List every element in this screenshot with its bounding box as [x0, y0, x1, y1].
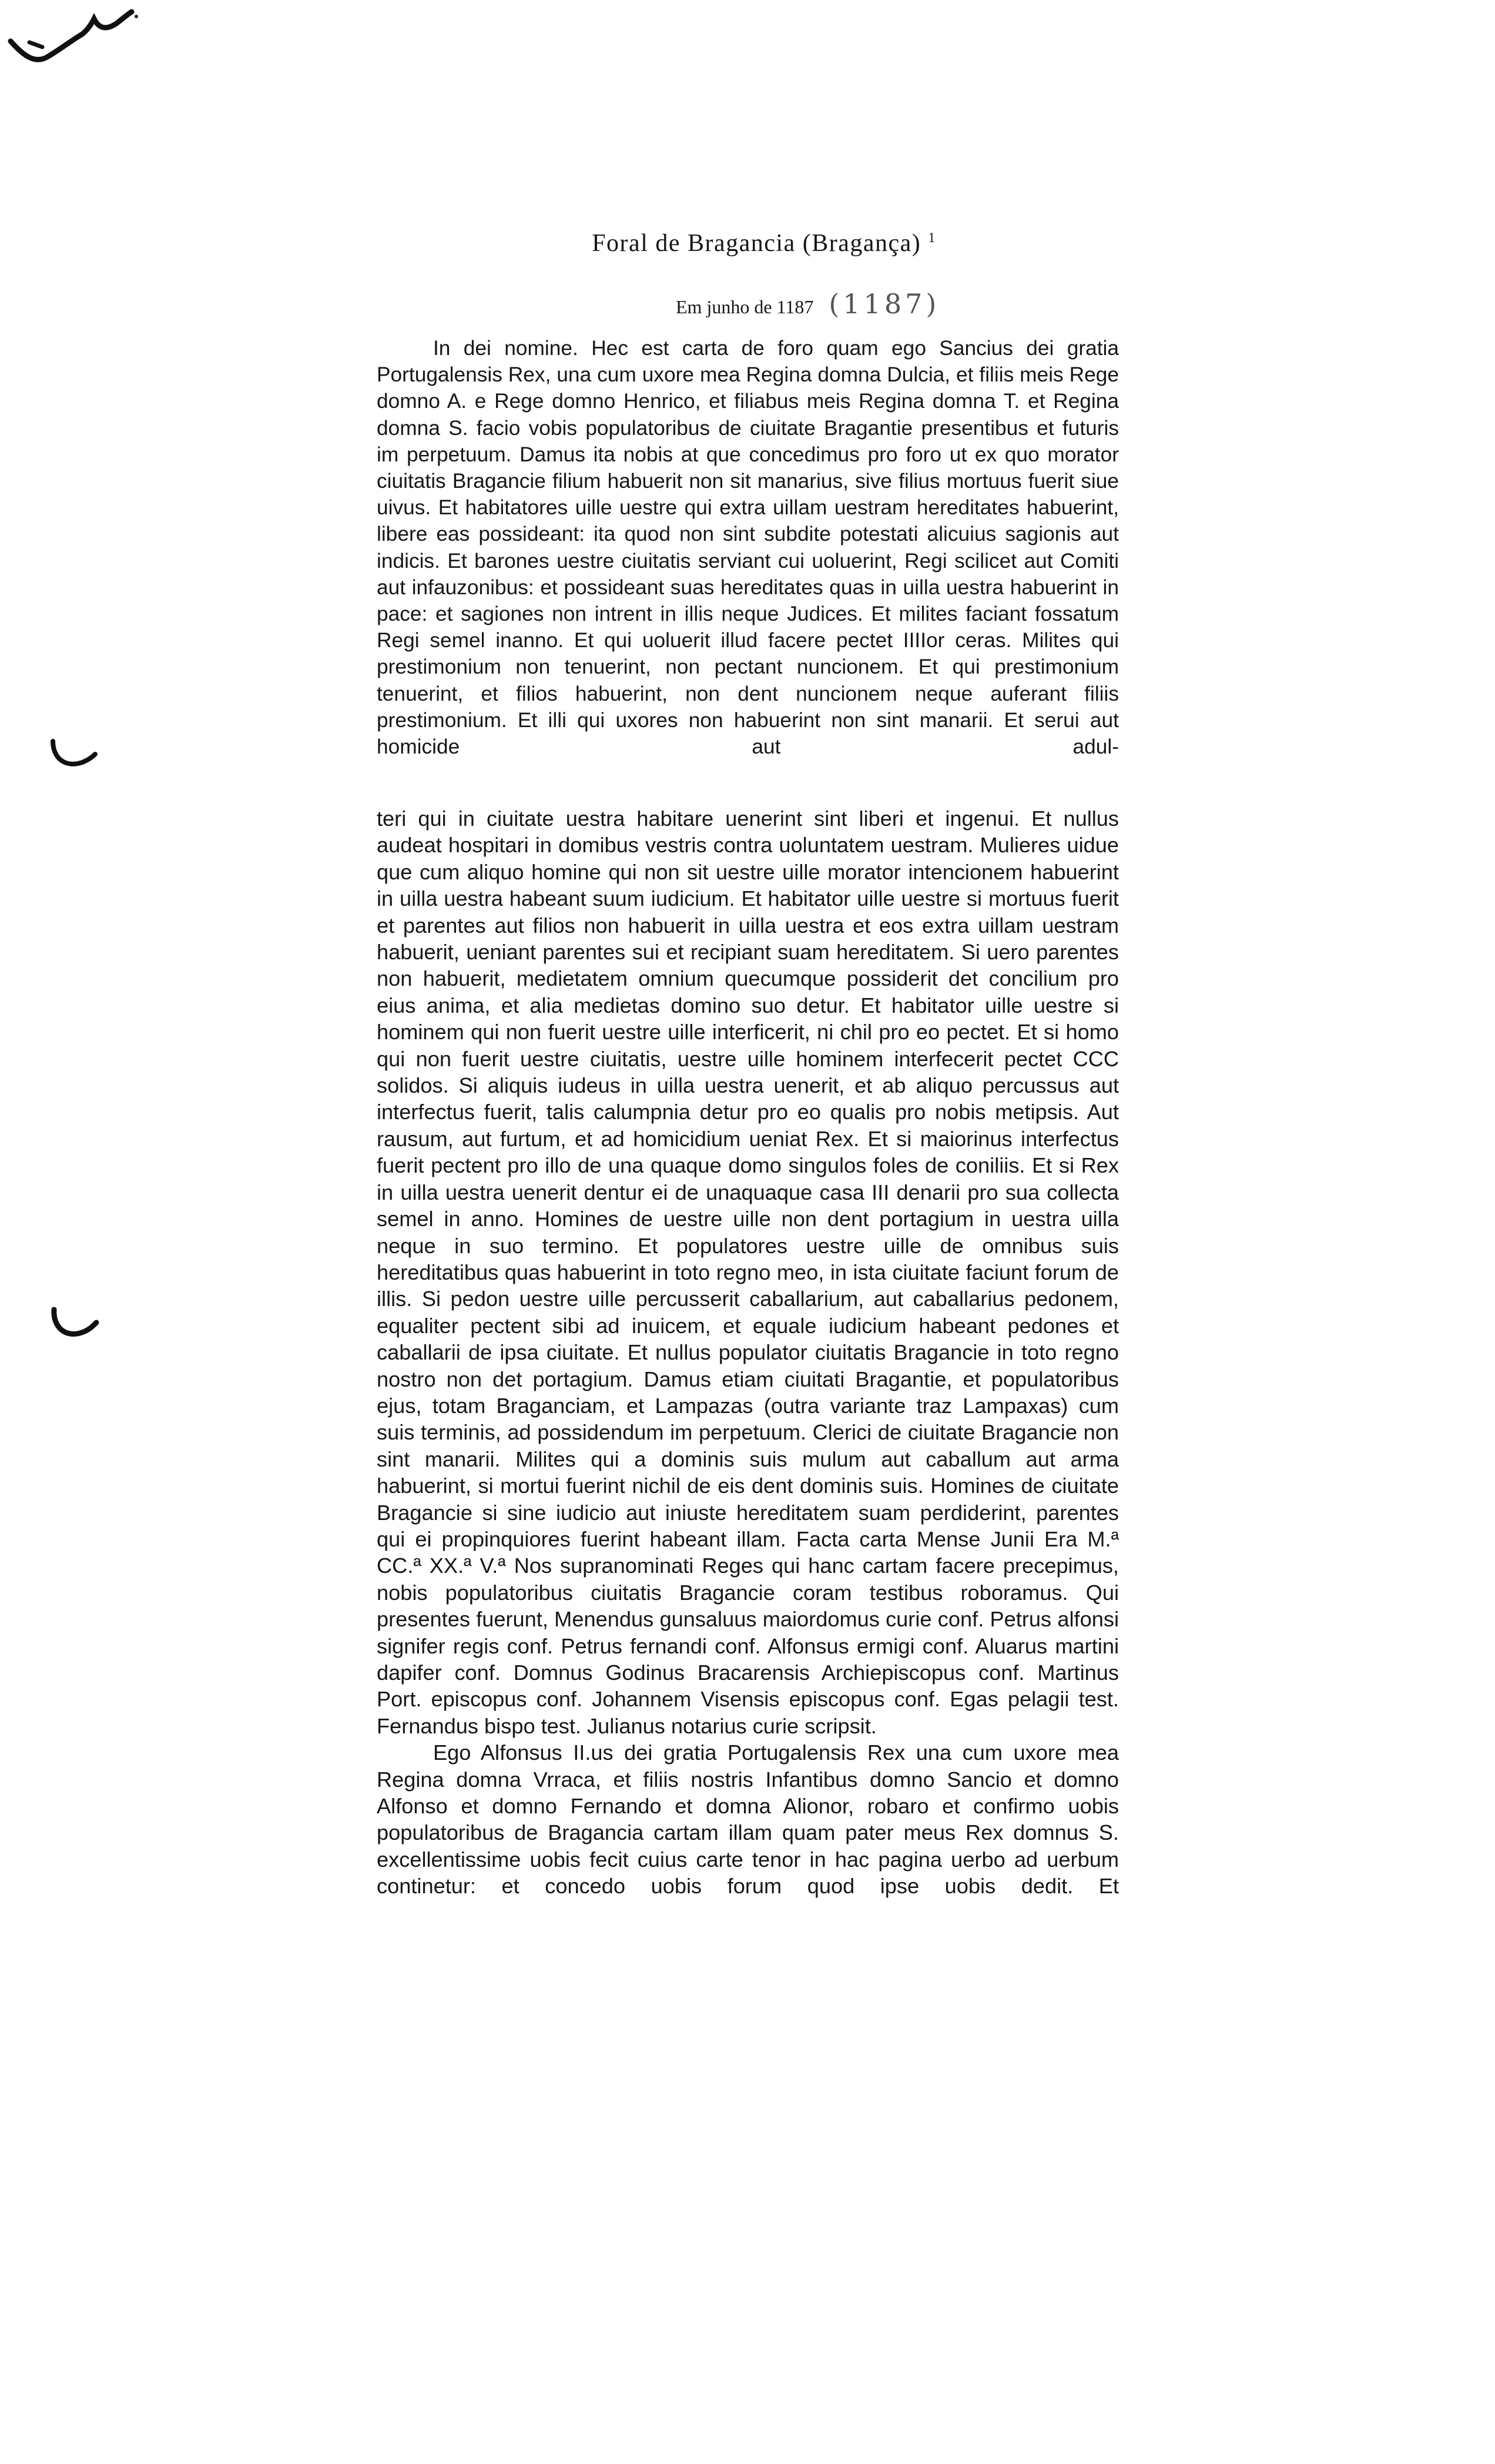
handwritten-date-annotation: (1187)	[829, 288, 940, 320]
margin-bracket-mark	[47, 1305, 100, 1346]
pen-scribble-mark	[6, 6, 141, 71]
footnote-marker: 1	[928, 230, 936, 246]
date-line	[676, 288, 1005, 320]
paragraph-confirmation: Ego Alfonsus II.us dei gratia Portugalensis Rex una cum uxore mea Regina domna Vrraca, et filiis nostris Infantibus domno Sancio et domno Alfonso et domno Fernando et domna Alionor, robaro et confirmo uobis populatoribus de Bragancia cartam illam quam pater meus Rex domnus S. excellentissime uobis fecit cuius carte tenor in hac pagina uerbo ad uerbum continetur: et concedo uobis forum quod ipse uobis dedit. Et	[377, 1740, 1119, 1899]
charter-text-block-2	[377, 805, 1119, 1900]
charter-text-block-1	[377, 335, 1119, 760]
document-title	[529, 229, 999, 257]
paragraph-main: teri qui in ciuitate uestra habitare uenerint sint liberi et ingenui. Et nullus audeat hospitari in domibus vestris contra uoluntatem uestram. Mulieres uidue que cum aliquo homine qui non sit uestre uille morator intencionem habuerint in uilla uestra habeant suum iudicium. Et habitator uille uestre si mortuus fuerit et parentes aut filios non habuerit in uilla uestra et eos extra uillam uestram habuerit, ueniant parentes sui et recipiant suam hereditatem. Si uero parentes non habuerit, medietatem omnium quecumque possiderit det concilium pro eius anima, et alia medietas domino suo detur. Et habitator uille uestre si hominem qui non fuerit uestre uille interficerit, ni chil pro eo pectet. Et si homo qui non fuerit uestre ciuitatis, uestre uille hominem interfecerit pectet CCC solidos. Si aliquis iudeus in uilla uestra uenerit, et ab aliquo percussus aut interfectus fuerit, talis calumpnia detur pro eo qualis pro nobis metipsis. Aut rausum, aut furtum, et ad homicidium ueniat Rex. Et si maiorinus interfectus fuerit pectent pro illo de una quaque domo singulos foles de coniliis. Et si Rex in uilla uestra uenerit dentur ei de unaquaque casa III denarii pro sua collecta semel in anno. Homines de uestre uille non dent portagium in uestra uilla neque in suo termino. Et populatores uestre uille de omnibus suis hereditatibus quas habuerint in toto regno meo, in ista ciuitate faciunt forum de illis. Si pedon uestre uille percusserit caballarium, aut caballarius pedonem, equaliter pectent sibi ad inuicem, et equale iudicium habeant pedones et caballarii de ipsa ciuitate. Et nullus populator ciuitatis Bragancie in toto regno nostro non det portagium. Damus etiam ciuitati Bragantie, et populatoribus ejus, totam Braganciam, et Lampazas (outra variante traz Lampaxas) cum suis terminis, ad possidendum im perpetuum. Clerici de ciuitate Bragancie non sint manarii. Milites qui a dominis suis mulum aut caballum aut arma habuerint, si mortui fuerint nichil de eis dent dominis suis. Homines de ciuitate Bragancie si sine iudicio aut iniuste hereditatem suam perdiderint, parentes qui ei propinquiores fuerint habeant illam. Facta carta Mense Junii Era M.ª CC.ª XX.ª V.ª Nos supranominati Reges qui hanc cartam facere precepimus, nobis populatoribus ciuitatis Bragancie coram testibus roboramus. Qui presentes fuerunt, Menendus gunsaluus maiordomus curie conf. Petrus alfonsi signifer regis conf. Petrus fernandi conf. Alfonsus ermigi conf. Aluarus martini dapifer conf. Domnus Godinus Bracarensis Archiepiscopus conf. Martinus Port. episcopus conf. Johannem Visensis episcopus conf. Egas pelagii test. Fernandus bispo test. Julianus notarius curie scripsit.	[377, 806, 1119, 1738]
title-text: Foral de Bragancia (Bragança)	[592, 230, 921, 257]
paragraph-opening: In dei nomine. Hec est carta de foro quam ego Sancius dei gratia Portugalensis Rex, una cum uxore mea Regina domna Dulcia, et filiis meis Rege domno A. e Rege domno Henrico, et filiabus meis Regina domna T. et Regina domna S. facio vobis populatoribus de ciuitate Bragantie presentibus et futuris im perpetuum. Damus ita nobis at que concedimus pro foro ut ex quo morator ciuitatis Bragancie filium habuerit non sit manarius, sive filius mortuus fuerit siue uivus. Et habitatores uille uestre qui extra uillam uestram hereditates habuerint, libere eas possideant: ita quod non sint subdite potestati alicuius sagionis aut indicis. Et barones uestre ciuitatis serviant cui uoluerint, Regi scilicet aut Comiti aut infauzonibus: et possideant suas hereditates quas in uilla uestra habuerint in pace: et sagiones non intrent in illis neque Judices. Et milites faciant fossatum Regi semel inanno. Et qui uoluerit illud facere pectet IIIIor ceras. Milites qui prestimonium non tenuerint, non pectant nuncionem. Et qui prestimonium tenuerint, et filios habuerint, non dent nuncionem neque auferant filiis prestimonium. Et illi qui uxores non habuerint non sint manarii. Et serui aut homicide aut adul-	[377, 337, 1119, 759]
margin-bracket-mark	[47, 738, 100, 773]
date-text: Em junho de 1187	[676, 296, 814, 317]
